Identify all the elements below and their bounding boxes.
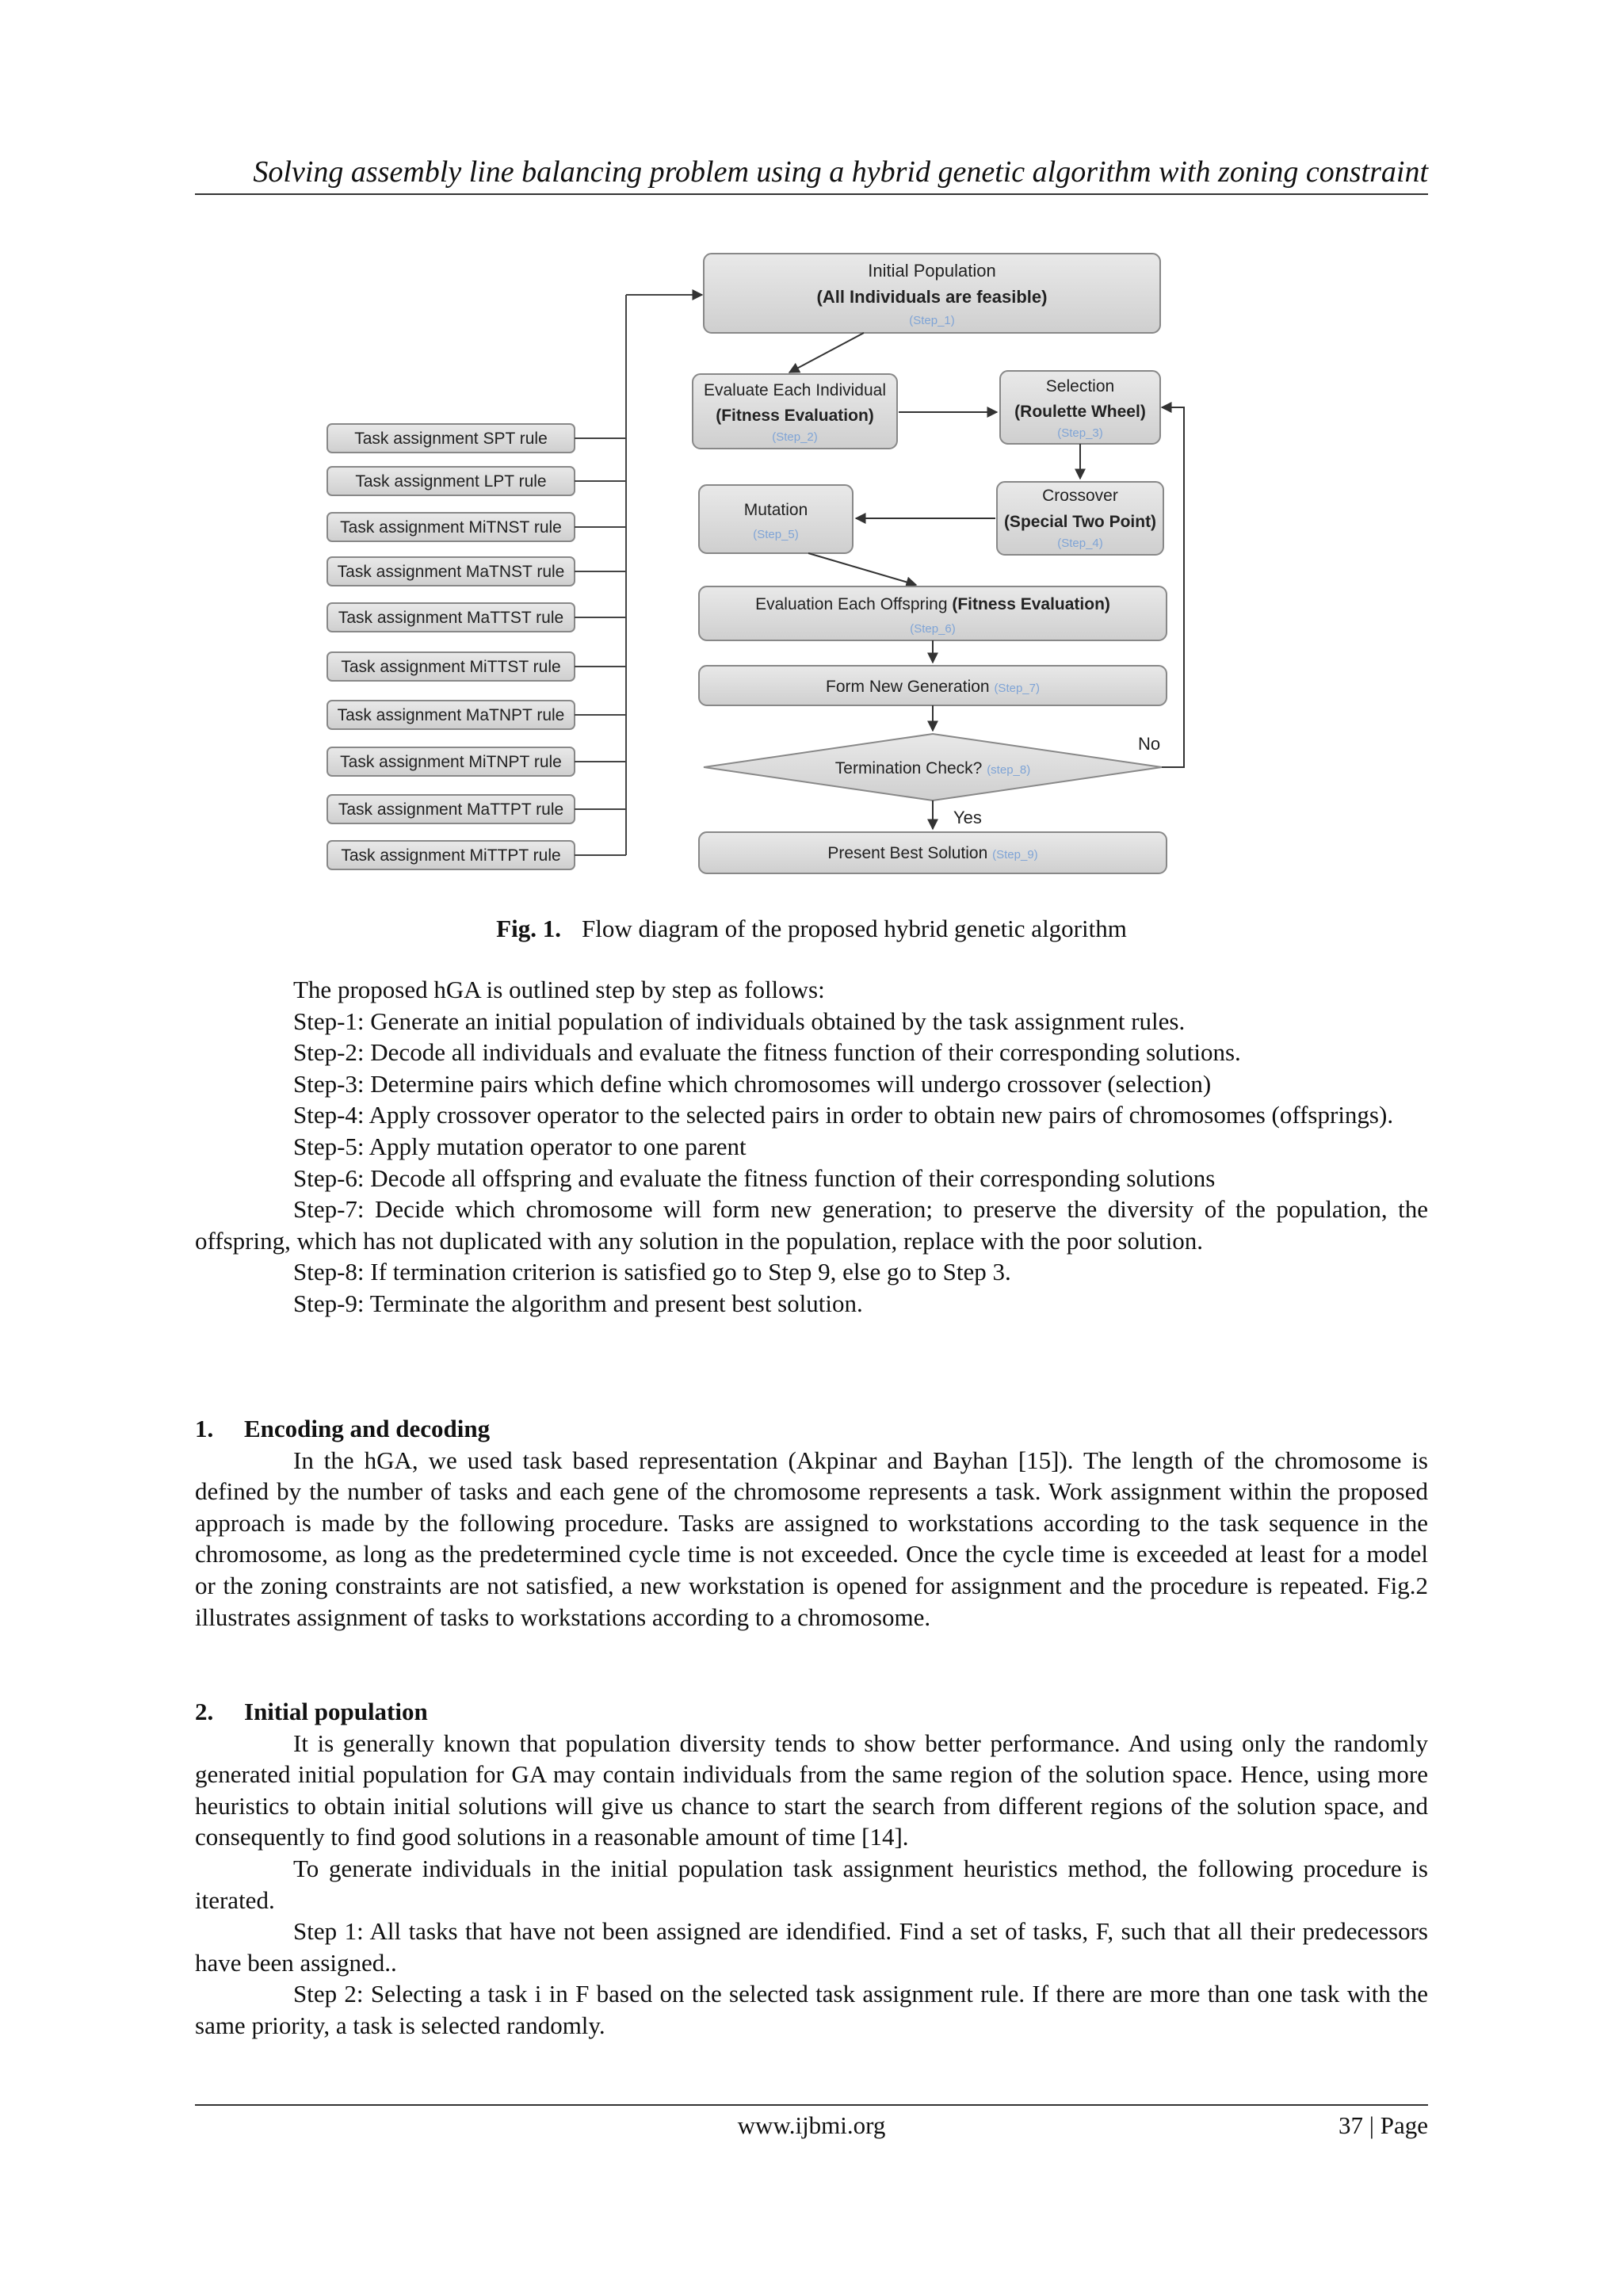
header-rule <box>195 193 1428 195</box>
step-1: Step-1: Generate an initial population of individuals obtained by the task assignment rules. <box>293 1007 1186 1035</box>
flow-diagram <box>317 238 1189 888</box>
step-6: Step-6: Decode all offspring and evaluate the fitness function of their corresponding solutions <box>293 1163 1216 1192</box>
rule-label: Task assignment MaTNST rule <box>337 563 565 581</box>
paragraph: To generate individuals in the initial population task assignment heuristics method, the following procedure is iterated. <box>195 1854 1428 1914</box>
evaluate-step: (Step_2) <box>772 430 818 444</box>
rule-label: Task assignment MiTNST rule <box>340 518 562 537</box>
section-encoding <box>195 1413 1428 1633</box>
rule-label: Task assignment MiTTST rule <box>341 658 561 676</box>
section-heading <box>195 1413 1428 1445</box>
rule-label: Task assignment MaTTPT rule <box>338 800 564 819</box>
rule-connectors <box>575 295 702 855</box>
rule-list <box>327 424 575 869</box>
rule-label: Task assignment LPT rule <box>355 472 547 491</box>
step-3: Step-3: Determine pairs which define which chromosomes will undergo crossover (selection) <box>293 1069 1212 1098</box>
rule-label: Task assignment SPT rule <box>354 430 548 448</box>
step-7: Step-7: Decide which chromosome will form new generation; to preserve the diversity of the population, the offspring, which has not duplicated with any solution in the population, replace with the poor solution. <box>195 1195 1428 1255</box>
yes-label: Yes <box>953 808 982 827</box>
step-9: Step-9: Terminate the algorithm and present best solution. <box>293 1289 863 1317</box>
journal-site[interactable]: www.ijbmi.org <box>737 2111 886 2139</box>
initial-population-step: (Step_1) <box>909 314 955 327</box>
caption-label: Fig. 1. <box>496 915 561 942</box>
step-8: Step-8: If termination criterion is satisfied go to Step 9, else go to Step 3. <box>293 1258 1011 1286</box>
termination-step: (step_8) <box>987 763 1031 777</box>
present-best-label: Present Best Solution <box>827 844 993 862</box>
no-label: No <box>1138 734 1161 754</box>
no-loop-arrow <box>1162 407 1184 767</box>
mutation-step: (Step_5) <box>753 528 799 541</box>
selection-step: (Step_3) <box>1057 426 1103 440</box>
evaluate-title: Evaluate Each Individual <box>704 381 886 399</box>
running-header: Solving assembly line balancing problem using a hybrid genetic algorithm with zoning constraint <box>253 155 1428 189</box>
evaluate-subtitle: (Fitness Evaluation) <box>716 407 874 425</box>
footer-rule <box>195 2104 1428 2106</box>
rule-label: Task assignment MiTTPT rule <box>341 846 561 865</box>
selection-subtitle: (Roulette Wheel) <box>1014 403 1146 421</box>
rule-label: Task assignment MaTTST rule <box>338 609 564 627</box>
section-title: Encoding and decoding <box>244 1415 491 1442</box>
evaluation-offspring-title <box>755 595 1110 613</box>
step-2: Step-2: Decode all individuals and evaluate the fitness function of their corresponding solutions. <box>293 1038 1241 1067</box>
mutation-box <box>699 485 853 553</box>
step-5: Step-5: Apply mutation operator to one parent <box>293 1132 747 1160</box>
crossover-title: Crossover <box>1042 487 1118 505</box>
arrow-initial-evaluate <box>789 333 864 372</box>
arrow-mutation-offspring <box>808 553 916 585</box>
paragraph: Step 2: Selecting a task i in F based on the selected task assignment rule. If there are more than one task with the same priority, a task is selected randomly. <box>195 1980 1428 2039</box>
form-new-step: (Step_7) <box>994 682 1040 695</box>
crossover-step: (Step_4) <box>1057 537 1103 550</box>
section-title: Initial population <box>244 1698 428 1725</box>
paragraph: It is generally known that population diversity tends to show better performance. And using only the randomly generated initial population for GA may contain individuals from the same region of the solution space. Hence, using more heuristics to obtain initial solutions will give us chance to start the search from different regions of the solution space, and consequently to find good solutions in a reasonable amount of time [14]. <box>195 1729 1428 1851</box>
steps-intro: The proposed hGA is outlined step by step as follows: <box>293 976 825 1003</box>
rule-label: Task assignment MaTNPT rule <box>337 706 565 724</box>
evaluation-offspring-step: (Step_6) <box>910 622 956 636</box>
paragraph: Step 1: All tasks that have not been assigned are idendified. Find a set of tasks, F, such that all their predecessors have been assigned.. <box>195 1917 1428 1977</box>
mutation-title: Mutation <box>743 501 808 519</box>
paragraph: In the hGA, we used task based representation (Akpinar and Bayhan [15]). The length of the chromosome is defined by the number of tasks and each gene of the chromosome represents a task. Work assignment within the proposed approach is made by the following procedure. Tasks are assigned to workstations according to the task sequence in the chromosome, as long as the predetermined cycle time is not exceeded. Once the cycle time is exceeded at least for a model or the zoning constraints are not satisfied, a new workstation is opened for assignment and the procedure is repeated. Fig.2 illustrates assignment of tasks to workstations according to a chromosome. <box>195 1446 1428 1631</box>
figure-caption <box>195 913 1428 945</box>
page-number: 37 | Page <box>1338 2111 1428 2139</box>
initial-population-subtitle: (All Individuals are feasible) <box>816 287 1048 307</box>
form-new-label: Form New Generation <box>826 678 995 696</box>
initial-population-title: Initial Population <box>868 261 996 281</box>
section-number: 1. <box>195 1415 214 1442</box>
crossover-subtitle: (Special Two Point) <box>1003 513 1157 531</box>
section-initial-population <box>195 1696 1428 2042</box>
termination-label: Termination Check? <box>834 759 987 777</box>
step-4: Step-4: Apply crossover operator to the selected pairs in order to obtain new pairs of chromosomes (offsprings). <box>293 1101 1394 1129</box>
evaluation-offspring-bold: (Fitness Evaluation) <box>952 595 1110 613</box>
steps-block <box>195 974 1428 1320</box>
caption-text: Flow diagram of the proposed hybrid genetic algorithm <box>581 915 1127 942</box>
rule-label: Task assignment MiTNPT rule <box>340 753 562 771</box>
section-heading <box>195 1696 1428 1728</box>
present-best-step: (Step_9) <box>992 848 1038 861</box>
evaluation-offspring-label: Evaluation Each Offspring <box>755 595 953 613</box>
section-number: 2. <box>195 1698 214 1725</box>
selection-title: Selection <box>1045 377 1115 395</box>
